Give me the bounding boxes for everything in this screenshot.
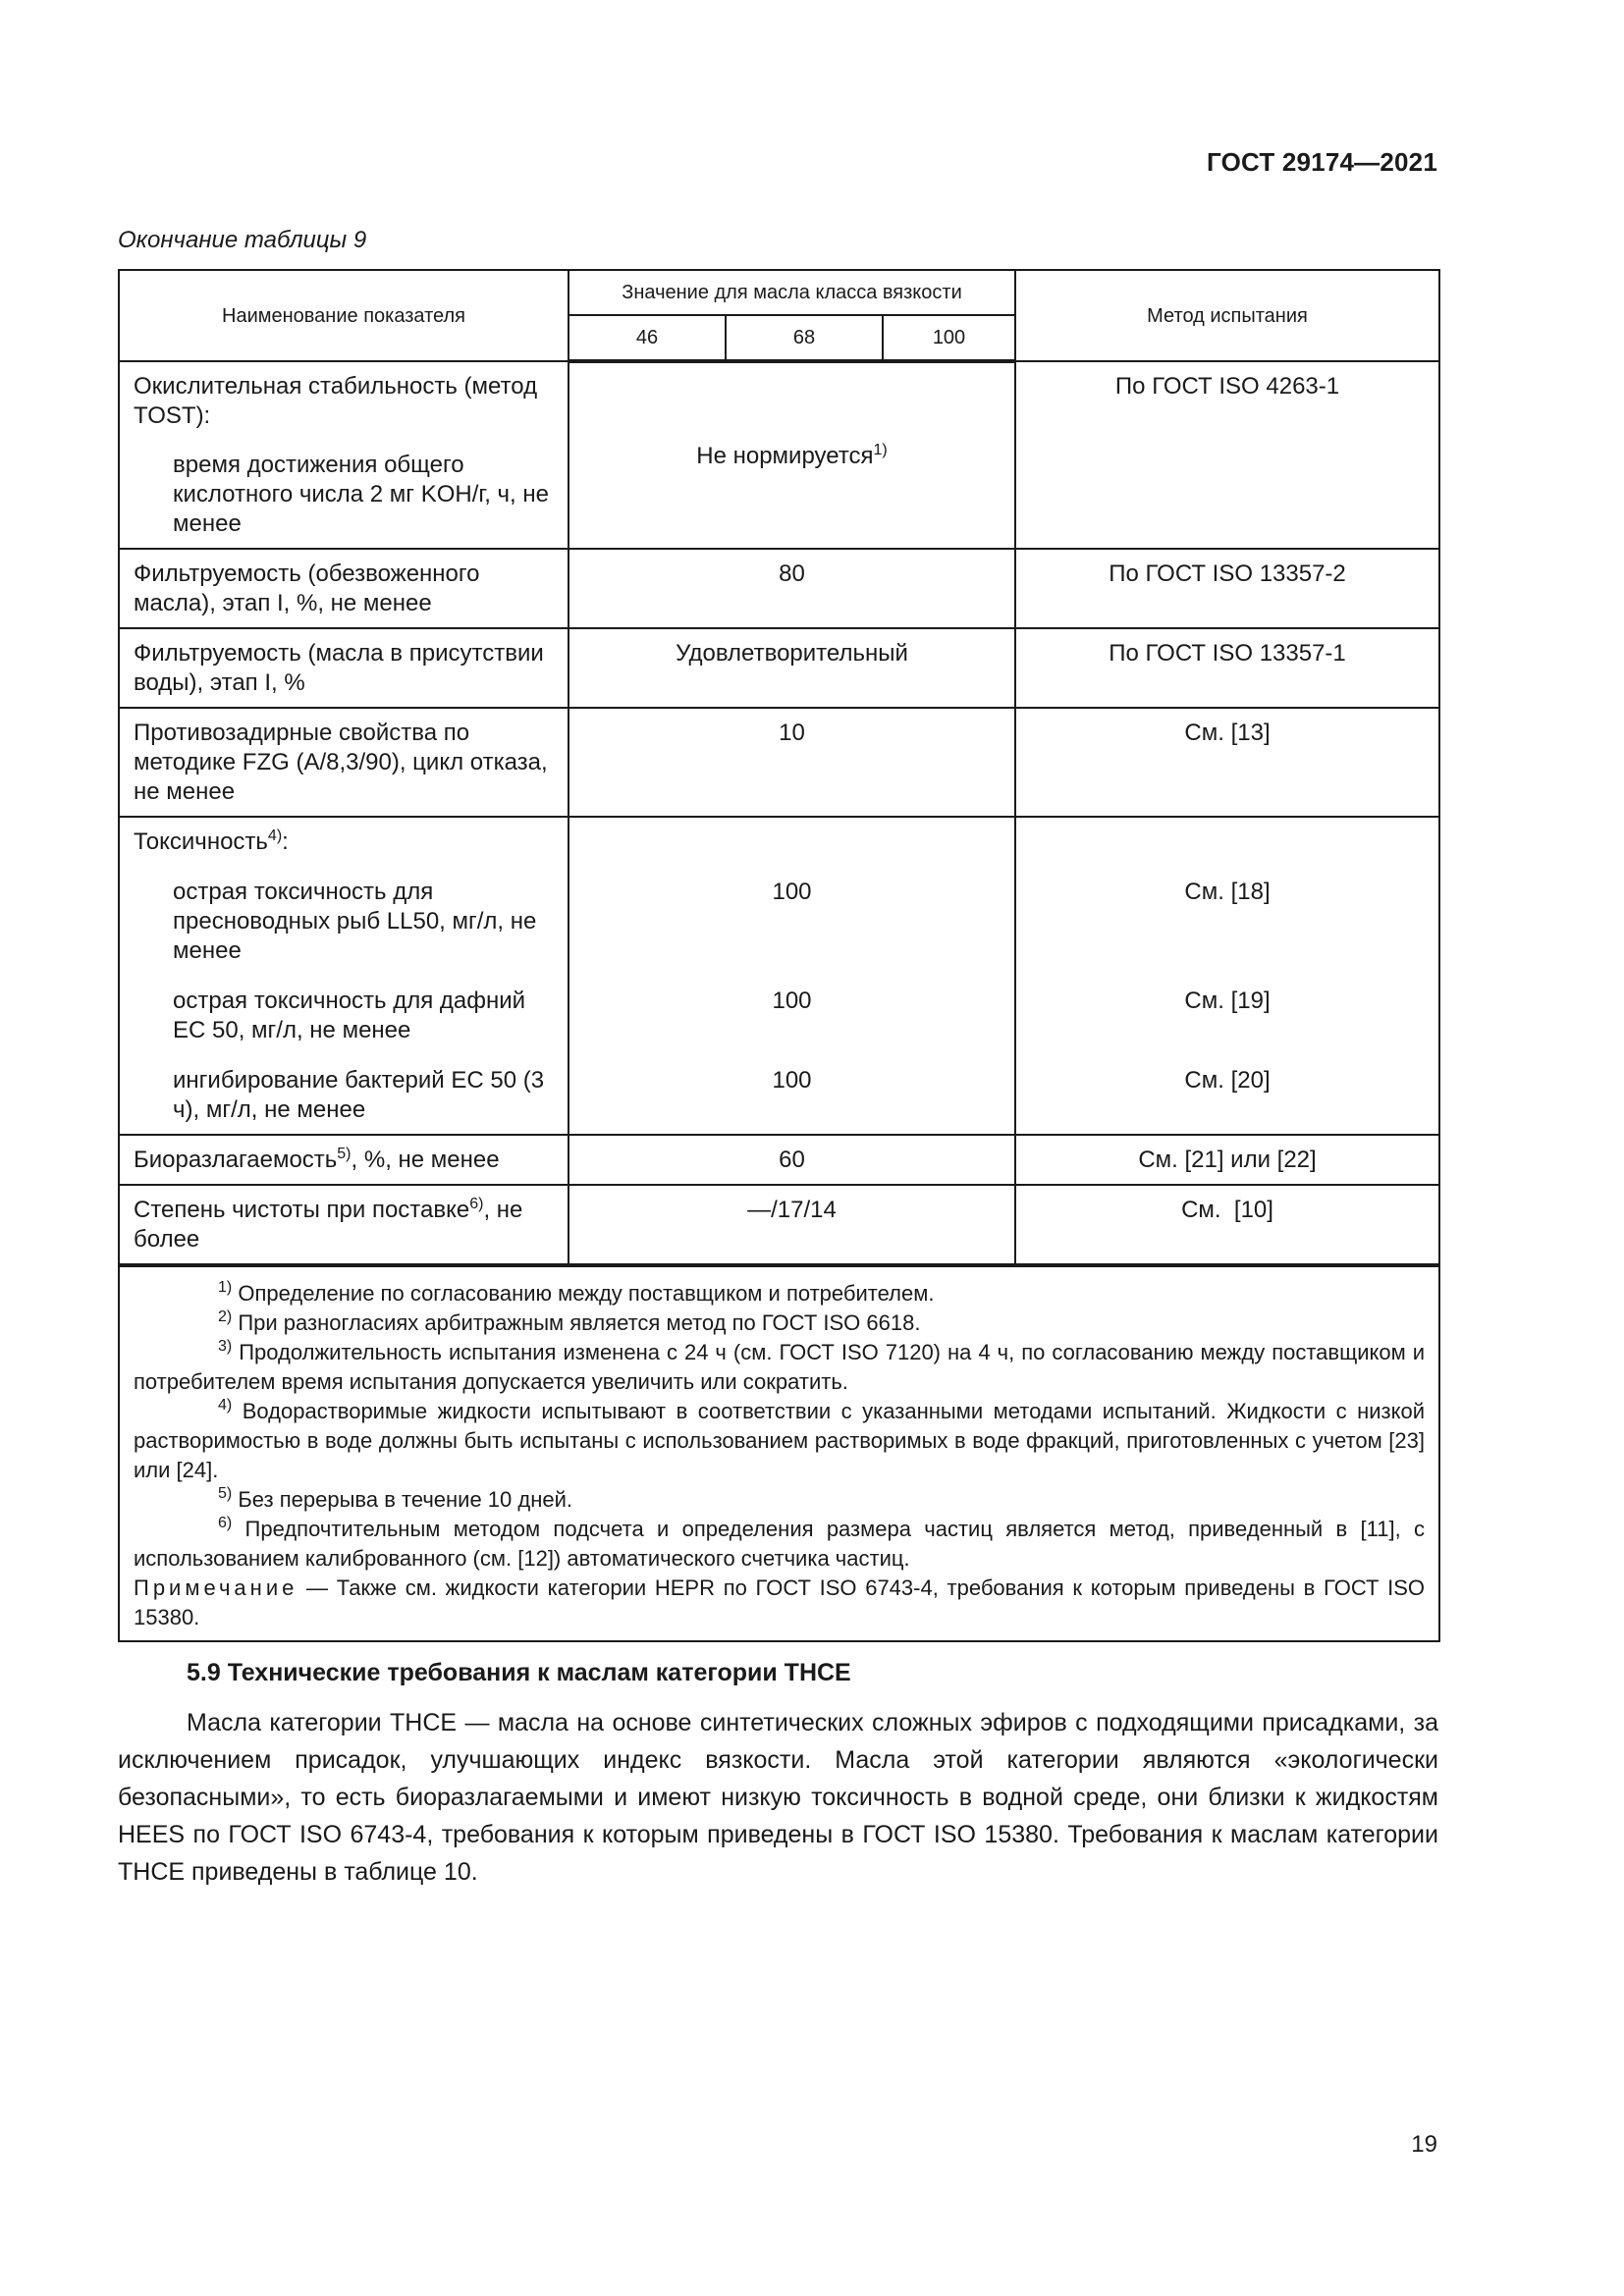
row-method-oxidation: По ГОСТ ISO 4263-1 bbox=[1015, 361, 1439, 549]
row-value-tox-bacteria: 100 bbox=[568, 1054, 1015, 1135]
tox-bacteria-name: ингибирование бактерий ЕС 50 (3 ч), мг/л, не менее bbox=[173, 1067, 545, 1123]
row-name-tox-daphnia bbox=[119, 975, 568, 1054]
toxicity-name: Токсичность bbox=[134, 828, 268, 855]
header-indicator-name: Наименование показателя bbox=[119, 270, 568, 361]
footnote-4 bbox=[134, 1397, 1425, 1485]
footnote-mark: 5) bbox=[218, 1485, 233, 1502]
footnote-ref: 6) bbox=[469, 1196, 484, 1212]
footnote-1 bbox=[134, 1279, 1425, 1308]
row-name-antiscuff: Противозадирные свойства по методике FZG (A/8,3/90), цикл отказа, не менее bbox=[119, 708, 568, 817]
header-test-method: Метод испытания bbox=[1015, 270, 1439, 361]
footnote-text: Без перерыва в течение 10 дней. bbox=[232, 1487, 573, 1512]
row-value-tox-daphnia: 100 bbox=[568, 975, 1015, 1054]
document-header: ГОСТ 29174—2021 bbox=[1207, 147, 1437, 177]
row-method-antiscuff: См. [13] bbox=[1015, 708, 1439, 817]
table-row bbox=[119, 1135, 1439, 1185]
oxidation-subitem: время достижения общего кислотного числа 2 мг KOH/г, ч, не менее bbox=[173, 452, 549, 537]
row-method-toxicity bbox=[1015, 817, 1439, 866]
oxidation-value: Не нормируется bbox=[696, 442, 874, 469]
table-row bbox=[119, 1054, 1439, 1135]
footnote-text: Продолжительность испытания изменена с 24 ч (см. ГОСТ ISO 7120) на 4 ч, по согласованию между поставщиком и потребителем время испытания допускается увеличить или сократить. bbox=[134, 1340, 1426, 1394]
section-paragraph: Масла категории THCE — масла на основе синтетических сложных эфиров с подходящими присадками, за исключением присадок, улучшающих индекс вязкости. Масла этой категории являются «экологически безопасными», то есть биоразлагаемыми и имеют низкую токсичность в водной среде, они близки к жидкостям HEES по ГОСТ ISO 6743-4, требования к которым приведены в ГОСТ ISO 15380. Требования к маслам категории THCE приведены в таблице 10. bbox=[118, 1709, 1438, 1886]
table-row bbox=[119, 975, 1439, 1054]
footnote-ref: 4) bbox=[267, 828, 283, 844]
tox-fish-name: острая токсичность для пресноводных рыб LL50, мг/л, не менее bbox=[173, 879, 537, 964]
footnote-6 bbox=[134, 1515, 1425, 1574]
header-grade-68: 68 bbox=[726, 315, 883, 361]
toxicity-suffix: : bbox=[282, 828, 289, 855]
row-name-purity bbox=[119, 1185, 568, 1265]
footnote-2 bbox=[134, 1308, 1425, 1338]
row-method-filter-dry: По ГОСТ ISO 13357-2 bbox=[1015, 549, 1439, 628]
row-method-tox-fish: См. [18] bbox=[1015, 866, 1439, 975]
row-method-filter-wet: По ГОСТ ISO 13357-1 bbox=[1015, 628, 1439, 708]
purity-suffix: , не более bbox=[134, 1197, 523, 1253]
footnote-text: Предпочтительным методом подсчета и определения размера частиц является метод, приведенный в [11], с использованием калиброванного (см. [12]) автоматического счетчика частиц. bbox=[134, 1517, 1426, 1571]
footnote-ref: 1) bbox=[873, 441, 888, 458]
table-footnotes bbox=[119, 1265, 1439, 1641]
row-name-filter-dry: Фильтруемость (обезвоженного масла), этап I, %, не менее bbox=[119, 549, 568, 628]
row-method-purity: См. [10] bbox=[1015, 1185, 1439, 1265]
row-method-biodeg: См. [21] или [22] bbox=[1015, 1135, 1439, 1185]
note-label: Примечание bbox=[134, 1575, 298, 1600]
table-row bbox=[119, 361, 1439, 549]
row-value-biodeg: 60 bbox=[568, 1135, 1015, 1185]
table-caption: Окончание таблицы 9 bbox=[118, 227, 367, 253]
header-value-group: Значение для масла класса вязкости bbox=[568, 270, 1015, 315]
footnote-5 bbox=[134, 1485, 1425, 1515]
table-row bbox=[119, 549, 1439, 628]
section-title: 5.9 Технические требования к маслам категории THCE bbox=[187, 1659, 851, 1686]
row-method-tox-daphnia: См. [19] bbox=[1015, 975, 1439, 1054]
row-name-filter-wet: Фильтруемость (масла в присутствии воды), этап I, % bbox=[119, 628, 568, 708]
header-grade-46: 46 bbox=[568, 315, 726, 361]
row-name-tox-bacteria bbox=[119, 1054, 568, 1135]
row-name-biodeg bbox=[119, 1135, 568, 1185]
row-value-tox-fish: 100 bbox=[568, 866, 1015, 975]
footnote-mark: 1) bbox=[218, 1279, 233, 1296]
requirements-table bbox=[118, 269, 1440, 1642]
row-value-toxicity bbox=[568, 817, 1015, 866]
row-value-antiscuff: 10 bbox=[568, 708, 1015, 817]
footnote-mark: 2) bbox=[218, 1308, 233, 1325]
footnote-text: Водорастворимые жидкости испытывают в соответствии с указанными методами испытаний. Жидкости с низкой растворимостью в воде должны быть испытаны с использованием растворимых в воде фракций, приготовленных с учетом [23] или [24]. bbox=[134, 1399, 1426, 1482]
row-name-oxidation bbox=[119, 361, 568, 549]
footnote-mark: 4) bbox=[218, 1397, 233, 1414]
page-number: 19 bbox=[1411, 2131, 1437, 2158]
table-note bbox=[134, 1574, 1425, 1632]
table-row bbox=[119, 866, 1439, 975]
note-text: — Также см. жидкости категории HEPR по ГОСТ ISO 6743-4, требования к которым приведены в ГОСТ ISO 15380. bbox=[134, 1575, 1426, 1629]
footnote-3 bbox=[134, 1338, 1425, 1397]
table-row bbox=[119, 708, 1439, 817]
row-method-tox-bacteria: См. [20] bbox=[1015, 1054, 1439, 1135]
row-value-oxidation bbox=[568, 361, 1015, 549]
row-name-toxicity bbox=[119, 817, 568, 866]
table-row bbox=[119, 628, 1439, 708]
row-value-filter-wet: Удовлетворительный bbox=[568, 628, 1015, 708]
table-row bbox=[119, 817, 1439, 866]
footnote-text: При разногласиях арбитражным является метод по ГОСТ ISO 6618. bbox=[232, 1310, 921, 1335]
biodeg-name: Биоразлагаемость bbox=[134, 1147, 338, 1173]
row-value-purity: —/17/14 bbox=[568, 1185, 1015, 1265]
row-value-filter-dry: 80 bbox=[568, 549, 1015, 628]
footnote-text: Определение по согласованию между поставщиком и потребителем. bbox=[232, 1281, 935, 1306]
biodeg-suffix: , %, не менее bbox=[351, 1147, 500, 1173]
purity-name: Степень чистоты при поставке bbox=[134, 1197, 470, 1223]
footnote-ref: 5) bbox=[337, 1146, 352, 1162]
tox-daphnia-name: острая токсичность для дафний ЕС 50, мг/л, не менее bbox=[173, 988, 526, 1043]
footnote-mark: 6) bbox=[218, 1515, 233, 1531]
row-name-tox-fish bbox=[119, 866, 568, 975]
footnote-mark: 3) bbox=[218, 1338, 233, 1355]
header-grade-100: 100 bbox=[883, 315, 1015, 361]
oxidation-name: Окислительная стабильность (метод TOST): bbox=[134, 373, 538, 429]
table-footnotes-row bbox=[119, 1265, 1439, 1641]
table-row bbox=[119, 1185, 1439, 1265]
